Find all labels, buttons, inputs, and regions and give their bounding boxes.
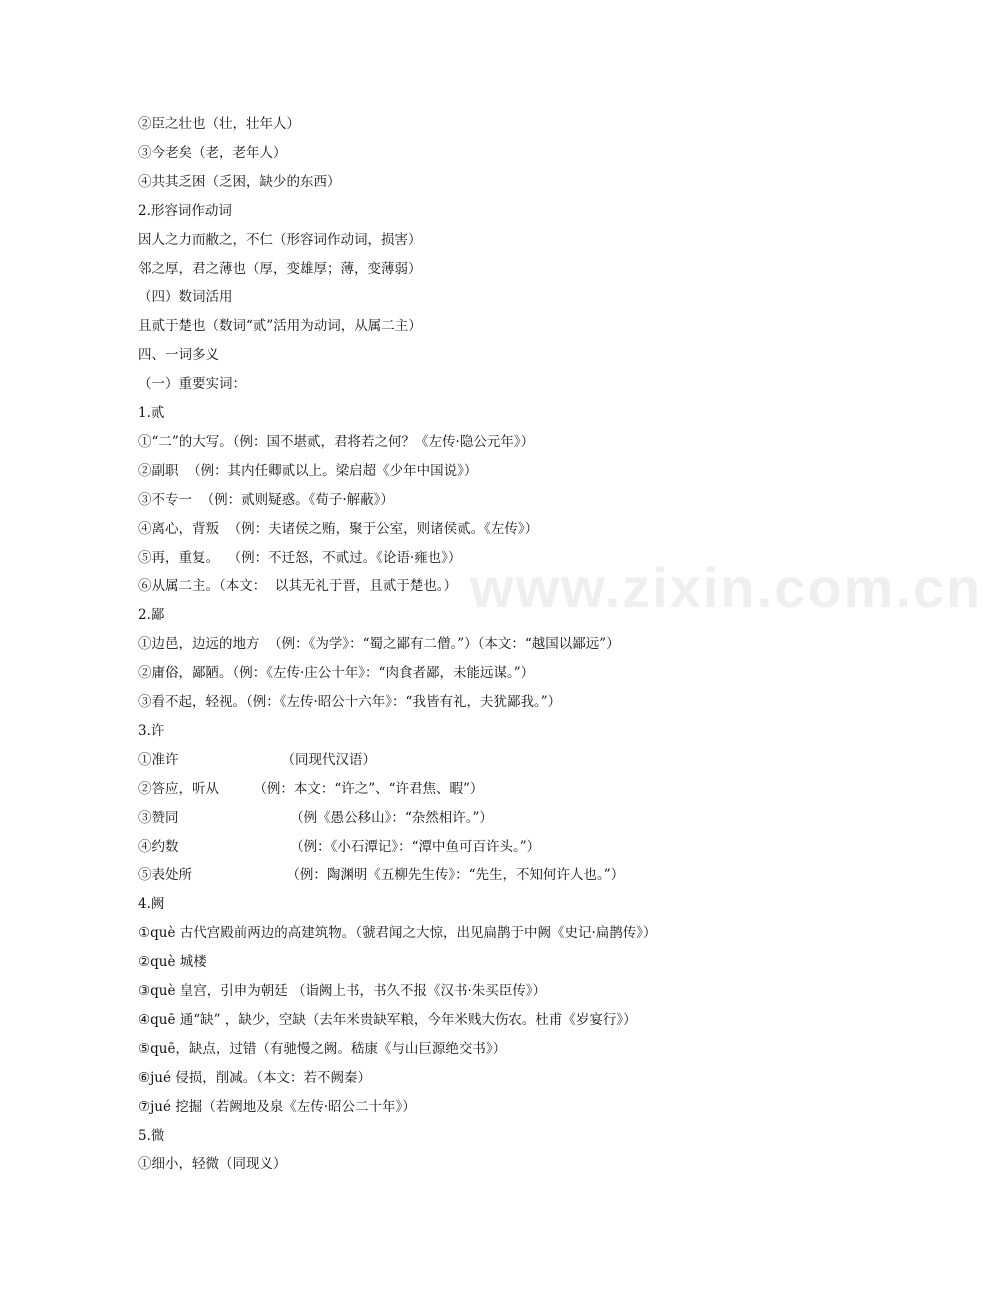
text-line: ①细小，轻微（同现义） [138,1156,287,1173]
text-line: 因人之力而敝之，不仁（形容词作动词，损害） [138,231,422,248]
text-line: ②庸俗，鄙陋。（例：《左传·庄公十年》：“肉食者鄙，未能远谋。”） [138,665,535,682]
text-line: ⑥jué 侵损，削减。（本文：若不阙秦） [138,1069,372,1086]
text-line: ④离心，背叛 （例：夫诸侯之贿，聚于公室，则诸侯贰。《左传》） [138,520,539,537]
text-line: （一）重要实词： [138,376,246,393]
text-line: ①边邑，边远的地方 （例：《为学》：“蜀之鄙有二僧。”）（本文：“越国以鄙远”） [138,636,620,653]
text-line: 2.形容词作动词 [138,202,232,219]
text-line: 1.贰 [138,405,165,421]
text-line: ⑤quē，缺点，过错（有驰慢之阙。嵇康《与山巨源绝交书》） [138,1040,507,1057]
text-line: ②副职 （例：其内任卿贰以上。梁启超《少年中国说》） [138,462,478,479]
text-line: 邻之厚，君之薄也（厚，变雄厚；薄，变薄弱） [138,260,422,277]
text-line: ⑦jué 挖掘（若阙地及泉《左传·昭公二十年》） [138,1098,416,1115]
text-line: ①准许 （同现代汉语） [138,751,376,768]
text-line: ④quē 通“缺” ，缺少，空缺（去年米贵缺军粮，今年米贱大伤农。杜甫《岁宴行》） [138,1011,637,1028]
text-line: ③今老矣（老，老年人） [138,144,287,161]
text-line: 2.鄙 [138,607,165,624]
text-line: ②què 城楼 [138,954,207,971]
text-line: ⑤表处所 （例：陶渊明《五柳先生传》：“先生，不知何许人也。”） [138,867,625,884]
text-line: ④共其乏困（乏困，缺少的东西） [138,173,341,190]
text-line: 5.微 [138,1127,165,1144]
text-line: 四、一词多义 [138,347,219,364]
text-line: ③赞同 （例《愚公移山》：“杂然相许。”） [138,809,493,826]
watermark-text: www.zixin.com.cn [470,556,982,619]
text-line: ⑥从属二主。（本文： 以其无礼于晋，且贰于楚也。） [138,578,458,595]
text-line: ①què 古代宫殿前两边的高建筑物。（虢君闻之大惊，出见扁鹊于中阙《史记·扁鹊传》） [138,925,657,942]
text-line: ②臣之壮也（壮，壮年人） [138,116,300,132]
text-line: ⑤再，重复。 （例：不迁怒，不贰过。《论语·雍也》） [138,549,462,566]
text-line: ③què 皇宫，引申为朝廷 （诣阙上书，书久不报《汉书·朱买臣传》） [138,983,547,999]
text-line: 3.许 [138,722,165,739]
text-line: （四）数词活用 [138,289,233,306]
text-line: 且贰于楚也（数词“贰”活用为动词，从属二主） [138,318,422,335]
text-line: ①“二”的大写。（例：国不堪贰，君将若之何？《左传·隐公元年》） [138,433,535,450]
text-line: ③不专一 （例：贰则疑惑。《荀子·解蔽》） [138,491,394,508]
text-line: ②答应，听从 （例：本文：“许之”、“许君焦、暇”） [138,780,484,797]
text-line: ④约数 （例：《小石潭记》：“潭中鱼可百许头。”） [138,838,541,855]
text-line: ③看不起，轻视。（例：《左传·昭公十六年》：“我皆有礼，夫犹鄙我。”） [138,694,562,710]
text-line: 4.阙 [138,896,165,913]
